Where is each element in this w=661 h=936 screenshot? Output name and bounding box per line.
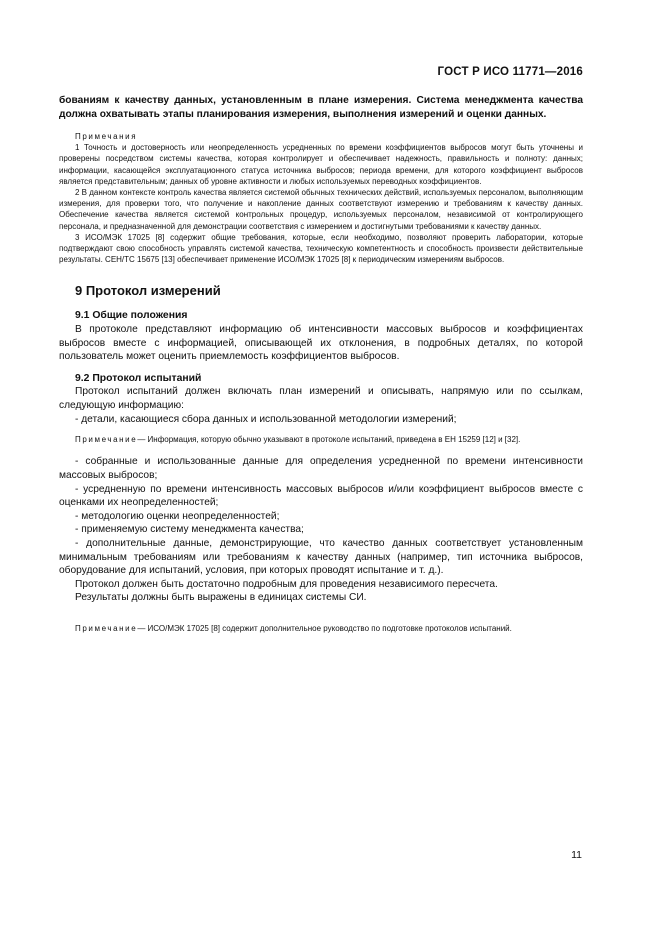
note-2: 2 В данном контексте контроль качества является системой обычных технических действий, используемых персоналом, выполняющим измерения, для проверки того, что получение и накопление данных соответствуют измерению и требованиям к качеству данных. Обеспечение качества является системой контрольных процедур, используемых персоналом, независимой от контролирующего персонала, и предназначенной для демонстрации соответствия с измерением и достигнутыми требованиями к качеству данных. bbox=[59, 188, 583, 231]
notes-title: Примечания bbox=[75, 132, 138, 142]
section-9-2-text: Протокол испытаний должен включать план измерений и описывать, напрямую или по ссылкам, следующую информацию: bbox=[59, 386, 583, 411]
list-item-5: - применяемую систему менеджмента качества; bbox=[75, 524, 304, 536]
list-item-4: - методологию оценки неопределенностей; bbox=[75, 510, 280, 522]
note-1: 1 Точность и достоверность или неопределенность усредненных по времени коэффициентов выбросов могут быть уточнены и проверены посредством системы качества, которая контролирует и обеспечивает надежность, правильность и полноту: данных; информации, касающейся эксплуатационного статуса источника выбросов; периода времени, для которого коэффициент выбросов является представительным; данных об уровне активности и любых используемых переводных коэффициентов. bbox=[59, 143, 583, 186]
page-number: 11 bbox=[571, 849, 582, 861]
section-9-heading: 9 Протокол измерений bbox=[75, 283, 221, 299]
inline-note bbox=[59, 434, 583, 445]
section-9-2-heading: 9.2 Протокол испытаний bbox=[75, 372, 202, 384]
section-9-1-heading: 9.1 Общие положения bbox=[75, 310, 188, 322]
final-note-label: Примечание bbox=[75, 623, 138, 633]
paragraph-si-units: Результаты должны быть выражены в единицах системы СИ. bbox=[75, 592, 367, 604]
page-content bbox=[59, 94, 583, 634]
intro-paragraph: бованиям к качеству данных, установленным в плане измерения. Система менеджмента качества должна охватывать этапы планирования измерения, выполнения измерений и оценки данных. bbox=[59, 95, 583, 120]
section-9-1-text: В протоколе представляют информацию об интенсивности массовых выбросов и коэффициентах выбросов вместе с информацией, описывающей их отклонения, в подробных деталях, по которой пользователь может оценить приемлемость коэффициентов выбросов. bbox=[59, 324, 583, 363]
inline-note-text: — Информация, которую обычно указывают в протоколе испытаний, приведена в ЕН 15259 [12] и [32]. bbox=[137, 435, 521, 445]
final-note-text: — ИСО/МЭК 17025 [8] содержит дополнительное руководство по подготовке протоколов испытаний. bbox=[137, 623, 512, 633]
note-3: 3 ИСО/МЭК 17025 [8] содержит общие требования, которые, если необходимо, позволяют проверить лаборатории, которые подтверждают свою способность управлять системой качества, техническую компетентность и способность произвести действительные результаты. СЕН/ТС 15675 [13] обеспечивает применение ИСО/МЭК 17025 [8] к периодическим измерениям выбросов. bbox=[59, 232, 583, 265]
list-item-2: - собранные и использованные данные для определения усредненной по времени интенсивности массовых выбросов; bbox=[59, 456, 583, 481]
paragraph-recalc: Протокол должен быть достаточно подробным для проведения независимого пересчета. bbox=[75, 578, 498, 590]
inline-note-label: Примечание bbox=[75, 435, 138, 445]
final-note bbox=[59, 623, 583, 634]
document-header: ГОСТ Р ИСО 11771—2016 bbox=[437, 66, 583, 78]
list-item-1: - детали, касающиеся сбора данных и использованной методологии измерений; bbox=[75, 413, 457, 425]
list-item-6: - дополнительные данные, демонстрирующие, что качество данных соответствует установленным минимальным требованиям или требованиям к качеству данных (например, тип источника выбросов, оборудование для испытаний, условия, при которых проводят испытание и т. д.). bbox=[59, 537, 583, 577]
list-item-3: - усредненную по времени интенсивность массовых выбросов и/или коэффициент выбросов вместе с оценками их неопределенностей; bbox=[59, 483, 583, 509]
